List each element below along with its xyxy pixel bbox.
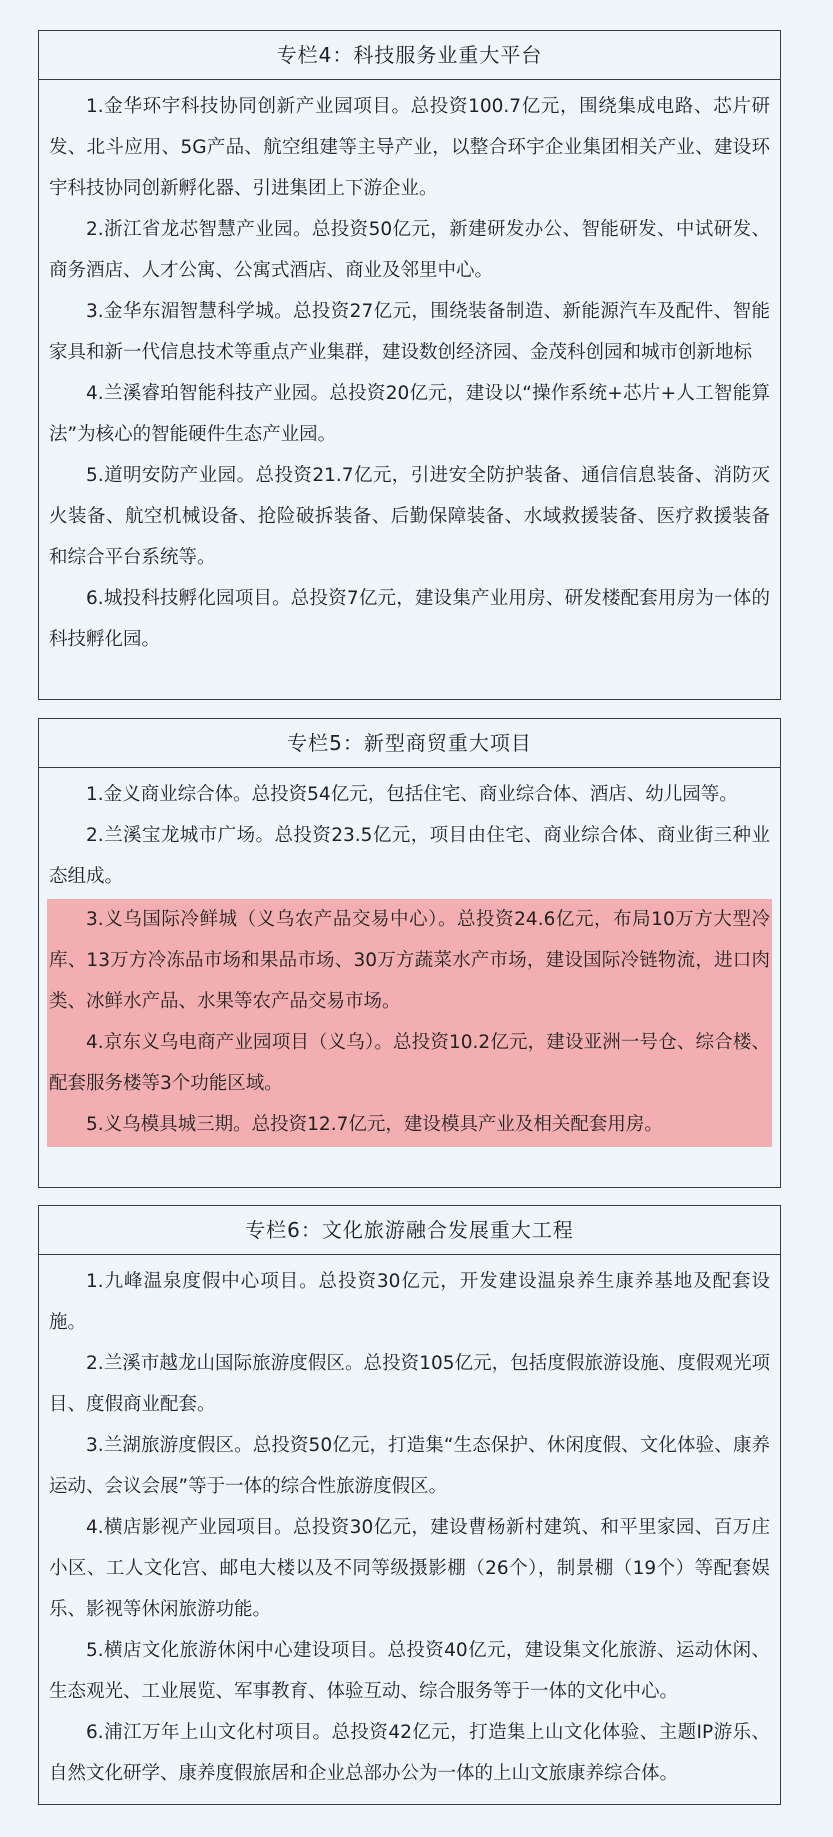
list-item: 2.兰溪宝龙城市广场。总投资23.5亿元，项目由住宅、商业综合体、商业街三种业态组成。 — [49, 825, 770, 887]
panel-title: 专栏5：新型商贸重大项目 — [39, 719, 780, 768]
list-item: 3.兰湖旅游度假区。总投资50亿元，打造集“生态保护、休闲度假、文化体验、康养运动、会议会展”等于一体的综合性旅游度假区。 — [49, 1435, 770, 1497]
list-item: 5.道明安防产业园。总投资21.7亿元，引进安全防护装备、通信信息装备、消防灭火装备、航空机械设备、抢险破拆装备、后勤保障装备、水域救援装备、医疗救援装备和综合平台系统等。 — [49, 465, 770, 568]
panel-body — [39, 80, 780, 668]
panel-title: 专栏4：科技服务业重大平台 — [39, 31, 780, 80]
list-item: 3.金华东湄智慧科学城。总投资27亿元，围绕装备制造、新能源汽车及配件、智能家具和新一代信息技术等重点产业集群，建设数创经济园、金茂科创园和城市创新地标 — [49, 301, 770, 363]
panel-body — [39, 768, 780, 1157]
list-item: 6.城投科技孵化园项目。总投资7亿元，建设集产业用房、研发楼配套用房为一体的科技孵化园。 — [49, 588, 770, 650]
panel-title: 专栏6：文化旅游融合发展重大工程 — [39, 1206, 780, 1255]
list-item: 4.横店影视产业园项目。总投资30亿元，建设曹杨新村建筑、和平里家园、百万庄小区、工人文化宫、邮电大楼以及不同等级摄影棚（26个），制景棚（19个）等配套娱乐、影视等休闲旅游功能。 — [49, 1517, 770, 1620]
panel-body — [39, 1255, 780, 1802]
list-item-highlighted: 3.义乌国际冷鲜城（义乌农产品交易中心）。总投资24.6亿元，布局10万方大型冷库、13万方冷冻品市场和果品市场、30万方蔬菜水产市场，建设国际冷链物流，进口肉类、冰鲜水产品、水果等农产品交易市场。 — [49, 909, 770, 1012]
list-item: 1.九峰温泉度假中心项目。总投资30亿元，开发建设温泉养生康养基地及配套设施。 — [49, 1271, 770, 1333]
panel-commerce — [38, 718, 781, 1188]
list-item: 1.金华环宇科技协同创新产业园项目。总投资100.7亿元，围绕集成电路、芯片研发、北斗应用、5G产品、航空组建等主导产业，以整合环宇企业集团相关产业、建设环宇科技协同创新孵化器、引进集团上下游企业。 — [49, 96, 770, 199]
panel-culture-tourism — [38, 1205, 781, 1805]
list-item: 1.金义商业综合体。总投资54亿元，包括住宅、商业综合体、酒店、幼儿园等。 — [86, 784, 738, 805]
list-item: 6.浦江万年上山文化村项目。总投资42亿元，打造集上山文化体验、主题IP游乐、自然文化研学、康养度假旅居和企业总部办公为一体的上山文旅康养综合体。 — [49, 1722, 770, 1784]
list-item: 5.横店文化旅游休闲中心建设项目。总投资40亿元，建设集文化旅游、运动休闲、生态观光、工业展览、军事教育、体验互动、综合服务等于一体的文化中心。 — [49, 1640, 770, 1702]
list-item-highlighted: 4.京东义乌电商产业园项目（义乌）。总投资10.2亿元，建设亚洲一号仓、综合楼、配套服务楼等3个功能区域。 — [49, 1032, 770, 1094]
highlighted-block — [47, 899, 772, 1147]
list-item-highlighted: 5.义乌模具城三期。总投资12.7亿元，建设模具产业及相关配套用房。 — [86, 1114, 663, 1135]
list-item: 4.兰溪睿珀智能科技产业园。总投资20亿元，建设以“操作系统+芯片+人工智能算法”为核心的智能硬件生态产业园。 — [49, 383, 770, 445]
list-item: 2.兰溪市越龙山国际旅游度假区。总投资105亿元，包括度假旅游设施、度假观光项目、度假商业配套。 — [49, 1353, 770, 1415]
panel-tech-services — [38, 30, 781, 700]
list-item: 2.浙江省龙芯智慧产业园。总投资50亿元，新建研发办公、智能研发、中试研发、商务酒店、人才公寓、公寓式酒店、商业及邻里中心。 — [49, 219, 770, 281]
